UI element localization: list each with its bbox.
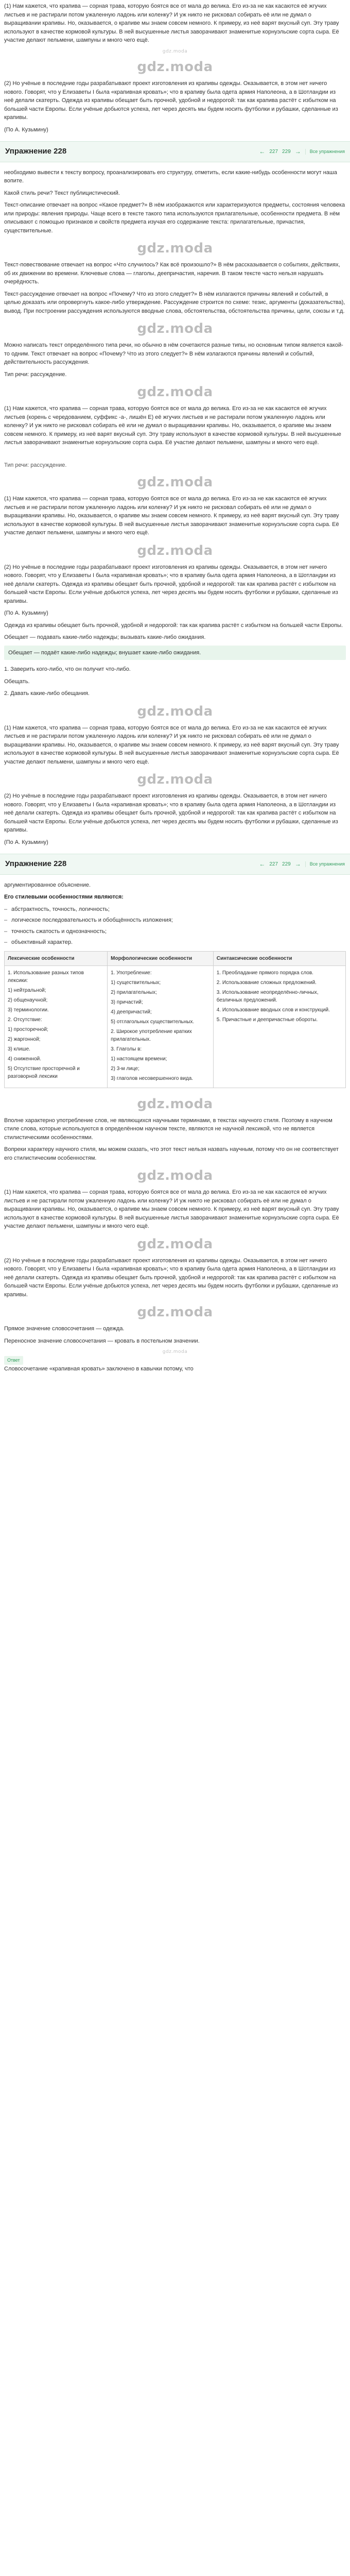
- paragraph: (2) Но учёные в последние годы разрабатывают проект изготовления из крапивы одежды. Оказывается, в этом нет ничего нового. Говорят, что у Елизаветы I была «крапивная кровать»; что в крапиву была одета армия Наполеона, а в Шотландии из неё делали скатерть. Одежда из крапивы обещает быть прочной, удобной и недорогой: так как крапива растёт с избытком на большей части Европы. Если учёные добьются успеха, лет через десять мы будем носить футболки и рубашки, сделанные из крапивы.: [4, 80, 338, 121]
- features-title: Его стилевыми особенностями являются:: [4, 894, 124, 900]
- watermark: gdz.moda: [137, 703, 213, 719]
- paragraph: (2) Но учёные в последние годы разрабатывают проект изготовления из крапивы одежды. Оказывается, в этом нет ничего нового. Говорят, что у Елизаветы I была «крапивная кровать»; что в крапиву была одета армия Наполеона, а в Шотландии из неё делали скатерть. Одежда из крапивы обещает быть прочной, удобной и недорогой: так как крапива растёт с избытком на большей части Европы. Если учёные добьются успеха, лет через десять мы будем носить футболки и рубашки, сделанные из крапивы.: [4, 1257, 338, 1298]
- paragraph: необходимо вывести к тексту вопросу, проанализировать его структуру, отметить, если какие-нибудь особенности могут наша вопите.: [4, 169, 337, 184]
- table-cell: 1. Использование разных типов лексики: 1) нейтральной; 2) общенаучной; 3) терминологии. 2. Отсутствие: 1) просторечной; 2) жаргонной; 3) клише. 4) сниженной. 5) Отсутствие просторечной и разговорной лексики: [5, 965, 108, 1088]
- paragraph: (1) Нам кажется, что крапива — сорная трава, которую боятся все от мала до велика. Его из-за не как касаются её жгучих листьев и не растирали потом ужаленную ладонь или коленку? И уж никто не рисковал собирать её или не думал о выращивании крапивы. Но, оказывается, о крапиве мы знаем совсем немного. К примеру, из неё варят вкусный суп. Эту траву используют в качестве кормовой культуры. В ней высушенные листья заворачивают знаменитые корнуэльские сорта сыра. Её участие делают пельмени, шампуны и много чего ещё.: [4, 724, 339, 765]
- watermark: gdz.moda: [137, 474, 213, 490]
- list-item: – логическое последовательность и обобщённость изложения;: [4, 916, 346, 925]
- paragraph: (2) Но учёные в последние годы разрабатывают проект изготовления из крапивы одежды. Оказывается, в этом нет ничего нового. Говорят, что у Елизаветы I была «крапивная кровать»; что в крапиву была одета армия Наполеона, а в Шотландии из неё делали скатерть. Одежда из крапивы обещает быть прочной, удобной и недорогой: так как крапива растёт с избытком на большей части Европы. Если учёные добьются успеха, лет через десять мы будем носить футболки и рубашки, сделанные из крапивы.: [4, 564, 338, 604]
- watermark: gdz.moda: [137, 772, 213, 787]
- paragraph: Можно написать текст определённого типа речи, но обычно в нём сочетаются разные типы, но основным типом является какой-то одним. Текст отвечает на вопрос «Почему? Что из этого следует?» В нём излагаются причины явлений и событий, действительность рассуждения.: [4, 342, 343, 365]
- all-exercises-link[interactable]: Все упражнения: [305, 149, 345, 155]
- all-exercises-link[interactable]: Все упражнения: [305, 861, 345, 867]
- paragraph: Текст-рассуждение отвечает на вопрос «Почему? Что из этого следует?» В нём излагаются причины явлений и событий, в целью доказать или опровергнуть какое-либо утверждение. Рассуждение строится по схеме: тезис, аргументы (доказательства), вывод. При построении рассуждения используются вводные слова, обстоятельства, обстоятельства причины, цели, союзы и т.д.: [4, 291, 345, 314]
- paragraph: Текст-повествование отвечает на вопрос «Что случилось? Как всё произошло?» В нём рассказывается о событиях, действиях, об их движении во времени. Ключевые слова — глаголы, деепричастия, наречия. В таком тексте часто нельзя нарушать очерёдность.: [4, 262, 340, 285]
- paragraph: Тип речи: рассуждение.: [4, 371, 67, 378]
- next-exercise-link[interactable]: 229: [282, 148, 291, 155]
- author-credit: (По А. Кузьмину): [4, 126, 48, 133]
- table-header: Синтаксические особенности: [213, 951, 345, 965]
- exercise-nav: [259, 859, 345, 869]
- watermark: gdz.moda: [137, 1304, 213, 1320]
- answer-badge: Ответ: [4, 1356, 23, 1365]
- exercise-header-2: [0, 854, 350, 875]
- answer-text-block: [4, 472, 346, 660]
- paragraph: Обещает — подавать какие-либо надежды; вызывать какие-либо ожидания.: [4, 634, 206, 640]
- table-header: Лексические особенности: [5, 951, 108, 965]
- prev-exercise-link[interactable]: 227: [269, 861, 278, 867]
- exercise-nav: [259, 147, 345, 156]
- watermark: gdz.moda: [137, 543, 213, 558]
- explanation-block: [4, 168, 346, 447]
- list-item: – точность сжатость и однозначность;: [4, 927, 346, 936]
- table-cell: 1. Употребление: 1) существительных; 2) прилагательных; 3) причастий; 4) деепричастий; 5) отглагольных существительных. 2. Широкое употребление кратких прилагательных. 3. Глаголы в: 1) настоящем времени; 2) 3-м лице; 3) глаголов несовершенного вида.: [108, 965, 214, 1088]
- features-list: [4, 905, 346, 947]
- list-item: – абстрактность, точность, логичность;: [4, 905, 346, 914]
- paragraph: (2) Но учёные в последние годы разрабатывают проект изготовления из крапивы одежды. Оказывается, в этом нет ничего нового. Говорят, что у Елизаветы I была «крапивная кровать»; что в крапиву была одета армия Наполеона, а в Шотландии из неё делали скатерть. Одежда из крапивы обещает быть прочной, удобной и недорогой: так как крапива растёт с избытком на большей части Европы. Если учёные добьются успеха, лет через десять мы будем носить футболки и рубашки, сделанные из крапивы.: [4, 793, 338, 833]
- next-arrow-icon[interactable]: →: [294, 148, 301, 156]
- prev-exercise-link[interactable]: 227: [269, 148, 278, 155]
- watermark: gdz.moda: [137, 1236, 213, 1252]
- paragraph: Словосочетание «крапивная кровать» заключено в кавычки потому, что: [4, 1366, 194, 1372]
- next-exercise-link[interactable]: 229: [282, 861, 291, 867]
- watermark-small: gdz.moda: [162, 48, 188, 54]
- watermark: gdz.moda: [137, 384, 213, 400]
- section-label: Тип речи: рассуждение.: [4, 462, 67, 468]
- paragraph: Одежда из крапивы обещает быть прочной, удобной и недорогой: так как крапива растёт с избытком на большей части Европы.: [4, 622, 343, 629]
- paragraph: Какой стиль речи? Текст публицистический.: [4, 190, 120, 196]
- list-item: – объективный характер.: [4, 938, 346, 947]
- definition-highlight: Обещает — подаёт какие-либо надежды; внушает какие-либо ожидания.: [4, 646, 346, 660]
- table-cell: 1. Преобладание прямого порядка слов. 2. Использование сложных предложений. 3. Использование неопределённо-личных, безличных предложений. 4. Использование вводных слов и конструкций. 5. Причастные и деепричастные обороты.: [213, 965, 345, 1088]
- exercise-header: [0, 141, 350, 162]
- paragraph: (1) Нам кажется, что крапива — сорная трава, которую боятся все от мала до велика. Его из-за не как касаются её жгучих листьев и не растирали потом ужаленную ладонь или коленку? И уж никто не рисковал собирать её или не думал о выращивании крапивы. Но, оказывается, о крапиве мы знаем совсем немного. К примеру, из неё варят вкусный суп. Эту траву используют в качестве кормовой культуры. В ней высушенные листья заворачивают знаменитые корнуэльские сорта сыра. Её участие делают пельмени, шампуны и много чего ещё.: [4, 3, 339, 43]
- next-arrow-icon[interactable]: →: [294, 860, 301, 868]
- paragraph: Обещать.: [4, 678, 30, 685]
- watermark-small: gdz.moda: [162, 1349, 188, 1354]
- prev-arrow-icon[interactable]: ←: [259, 860, 266, 868]
- paragraph: (1) Нам кажется, что крапива — сорная трава, которую боятся все от мала до велика. Его из-за не как касаются её жгучих листьев (корень с чередованием, суффикс -а-, лишён Е) её жгучих листьев и не растирали потом ужаленную ладонь или коленку? И уж никто не рисковал собирать её или не думал о выращивании крапивы. Но, оказывается, о крапиве мы знаем совсем немного. К примеру, из неё варят вкусный суп. Эту траву используют в качестве кормовой культуры. В ней высушенные листья заворачивают знаменитые корнуэльские сорта сыра. Её участие делают пельмени, шампуны и много чего ещё.: [4, 405, 341, 446]
- paragraph: Текст-описание отвечает на вопрос «Какое предмет?» В нём изображаются или характеризуются предметы, состояния человека или природы: явления природы. Чаще всего в тексте такого типа используются прилагательные, особенности предмета. В нём описывают с помощью признаков и свойств предмета изучая его содержание текста: прилагательные, причастия, существительные.: [4, 202, 345, 234]
- watermark: gdz.moda: [137, 1168, 213, 1183]
- exercise-title: Упражнение 228: [5, 859, 67, 868]
- exercise-title: Упражнение 228: [5, 147, 67, 156]
- table-header: Морфологические особенности: [108, 951, 214, 965]
- prev-arrow-icon[interactable]: ←: [259, 148, 266, 156]
- table-row: [5, 965, 346, 1088]
- paragraph: (1) Нам кажется, что крапива — сорная трава, которую боятся все от мала до велика. Его из-за не как касаются её жгучих листьев и не растирали потом ужаленную ладонь или коленку? И уж никто не рисковал собирать её или не думал о выращивании крапивы. Но, оказывается, о крапиве мы знаем совсем немного. К примеру, из неё варят вкусный суп. Эту траву используют в качестве кормовой культуры. В ней высушенные листья заворачивают знаменитые корнуэльские сорта сыра. Её участие делают пельмени, шампуны и много чего ещё.: [4, 1189, 339, 1229]
- watermark: gdz.moda: [137, 321, 213, 336]
- lower-text-block: [4, 881, 346, 1374]
- author-credit: (По А. Кузьмину): [4, 839, 48, 845]
- paragraph: Вопреки характеру научного стиля, мы можем сказать, что этот текст нельзя назвать научным, потому что он не соответствует его стилистическим особенностям.: [4, 1146, 339, 1161]
- paragraph: Прямое значение словосочетания — одежда.: [4, 1326, 125, 1332]
- style-features-table: [4, 951, 346, 1088]
- paragraph: Переносное значение словосочетания — кровать в постельном значении.: [4, 1337, 200, 1344]
- paragraph: (1) Нам кажется, что крапива — сорная трава, которую боятся все от мала до велика. Его из-за не как касаются её жгучих листьев и не растирали потом ужаленную ладонь или коленку? И уж никто не рисковал собирать её или не думал о выращивании крапивы. Но, оказывается, о крапиве мы знаем совсем немного. К примеру, из неё варят вкусный суп. Эту траву используют в качестве кормовой культуры. В ней высушенные листья заворачивают знаменитые корнуэльские сорта сыра. Её участие делают пельмени, шампуны и много чего ещё.: [4, 496, 339, 536]
- top-text-block: [4, 2, 346, 134]
- watermark: gdz.moda: [137, 59, 213, 75]
- paragraph: 2. Давать какие-либо обещания.: [4, 690, 90, 697]
- paragraph: Вполне характерно употребление слов, не являющихся научными терминами, в текстах научного стиля. Поэтому в научном стиле слова, которые используются в определённом научном тексте, являются не научной лексикой, что не является стилистическими особенностями.: [4, 1117, 332, 1141]
- mid-text-block: [4, 665, 346, 846]
- paragraph: 1. Заверить кого-либо, что он получит что-либо.: [4, 666, 131, 672]
- author-credit: (По А. Кузьмину): [4, 610, 48, 616]
- paragraph: аргументированное объяснение.: [4, 882, 91, 888]
- watermark: gdz.moda: [137, 241, 213, 256]
- watermark: gdz.moda: [137, 1096, 213, 1112]
